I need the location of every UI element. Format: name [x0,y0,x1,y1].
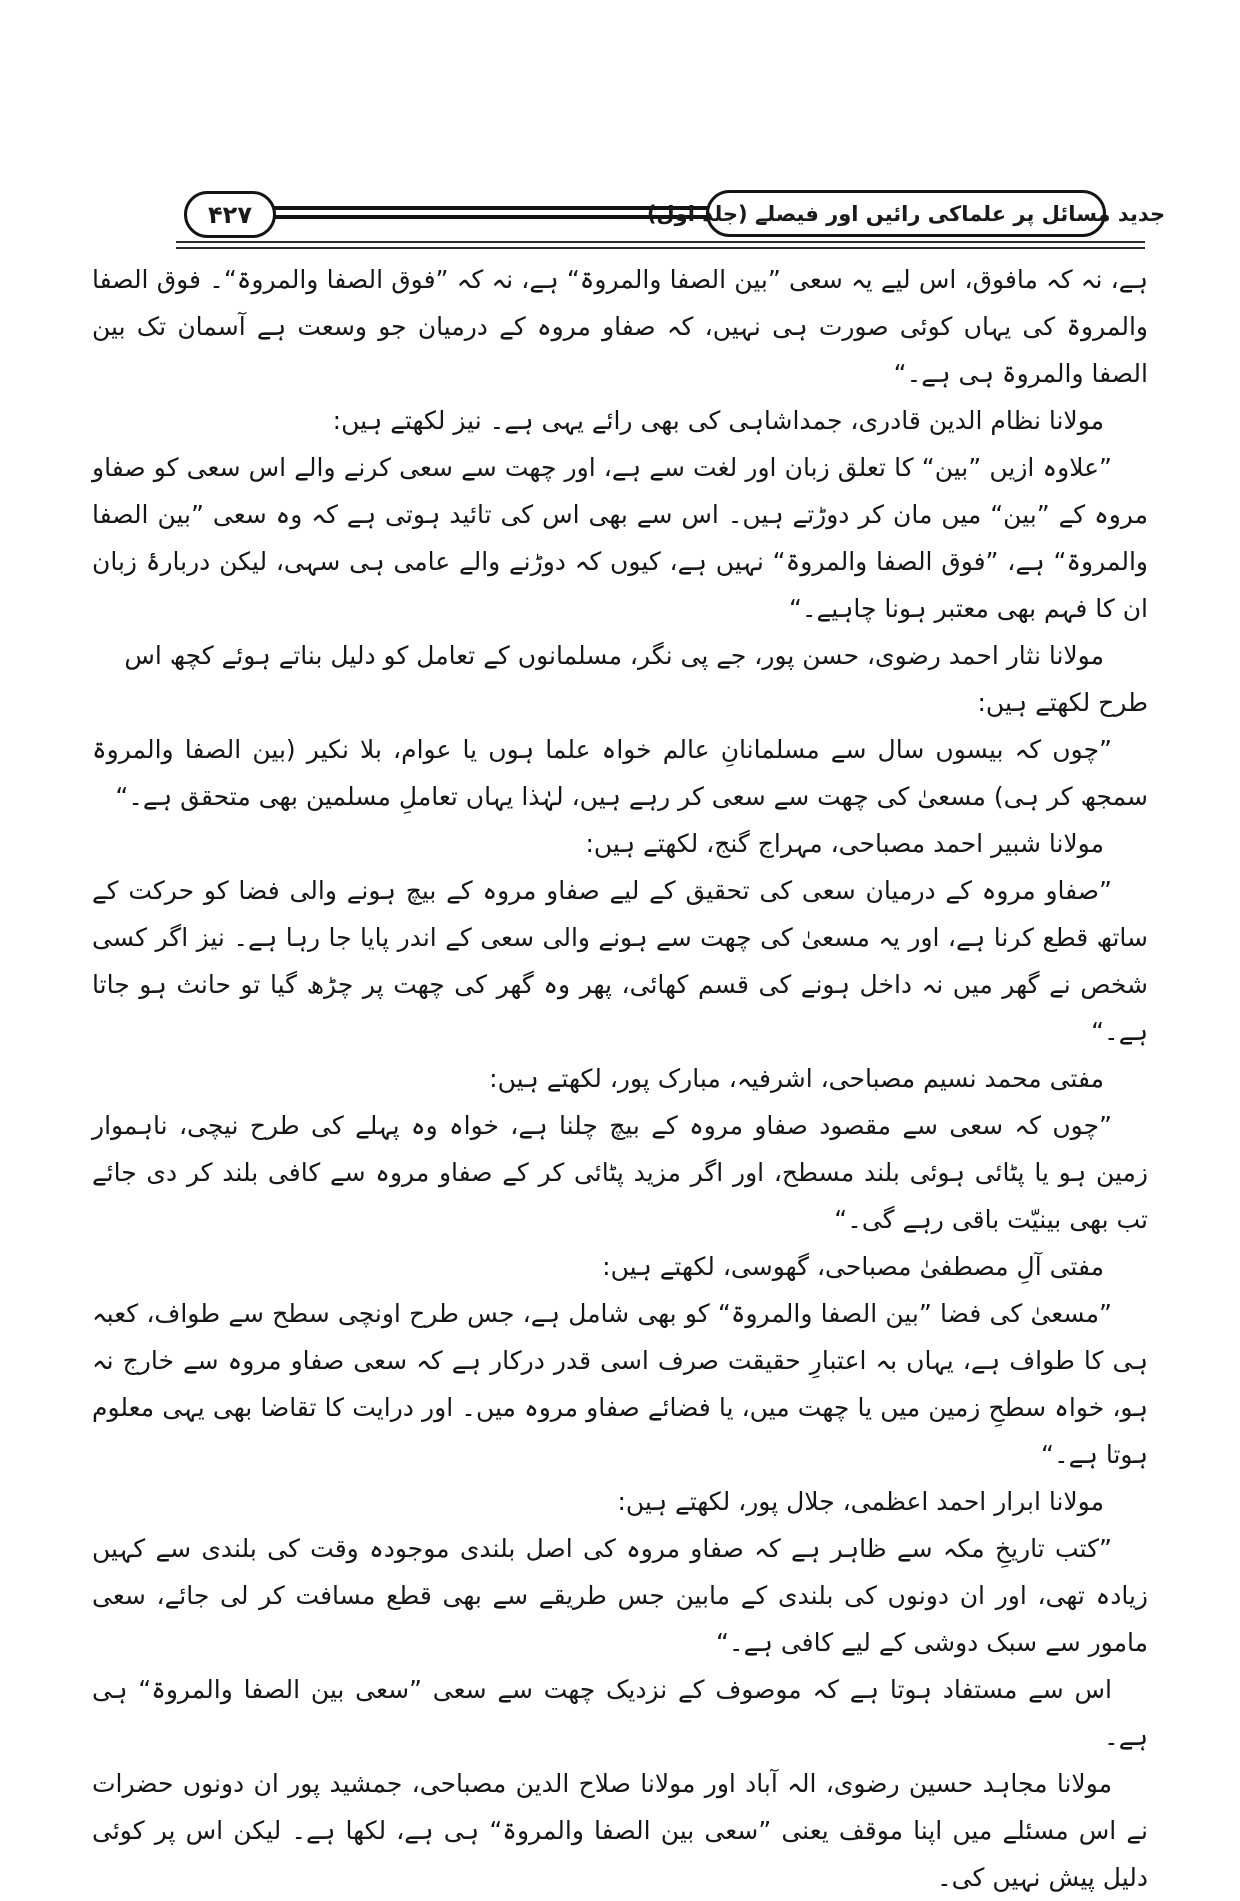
attribution-paragraph: مولانا ابرار احمد اعظمی، جلال پور، لکھتے ہیں: [617,1487,1104,1516]
book-title: جدید مسائل پر علماکی رائیں اور فیصلے (جلد اول) [646,201,1166,226]
quote-paragraph: ”چوں کہ سعی سے مقصود صفاو مروہ کے بیچ چلنا ہے، خواہ وہ پہلے کی طرح نیچی، ناہموار زمین ہو یا پٹائی ہوئی بلند مسطح، اور اگر مزید پٹائی کر کے صفاو مروہ سے کافی بلند کر دی جائے تب بھی بینیّت باقی رہے گی۔“ [92,1111,1148,1234]
quote-paragraph: ”چوں کہ بیسوں سال سے مسلمانانِ عالم خواہ علما ہوں یا عوام، بلا نکیر (بین الصفا والمروۃ سمجھ کر ہی) مسعیٰ کی چھت سے سعی کر رہے ہیں، لہٰذا یہاں تعاملِ مسلمین بھی متحقق ہے۔“ [92,735,1148,811]
page-number-badge [184,191,276,238]
attribution-paragraph: مولانا شبیر احمد مصباحی، مہراج گنج، لکھتے ہیں: [585,829,1104,858]
body-indent-paragraph: اس سے مستفاد ہوتا ہے کہ موصوف کے نزدیک چھت سے سعی ”سعی بین الصفا والمروۃ“ ہی ہے۔ [92,1675,1148,1751]
quote-paragraph: ”مسعیٰ کی فضا ”بین الصفا والمروۃ“ کو بھی شامل ہے، جس طرح اونچی سطح سے طواف، کعبہ ہی کا طواف ہے، یہاں بہ اعتبارِ حقیقت صرف اسی قدر درکار ہے کہ سعی صفاو مروہ سے خارج نہ ہو، خواہ سطحِ زمین میں یا چھت میں، یا فضائے صفاو مروہ میں۔ اور درایت کا تقاضا بھی یہی معلوم ہوتا ہے۔“ [92,1299,1148,1469]
body-text [92,256,1148,1901]
quote-paragraph: ”علاوہ ازیں ”بین“ کا تعلق زبان اور لغت سے ہے، اور چھت سے سعی کرنے والے اس سعی کو صفاو مروہ کے ”بین“ میں مان کر دوڑتے ہیں۔ اس سے بھی اس کی تائید ہوتی ہے کہ وہ سعی ”بین الصفا والمروۃ“ ہے، ”فوق الصفا والمروۃ“ نہیں ہے، کیوں کہ دوڑنے والے عامی ہی سہی، لیکن دربارۂ زبان ان کا فہم بھی معتبر ہونا چاہیے۔“ [92,453,1148,623]
quote-paragraph: ”کتب تاریخِ مکہ سے ظاہر ہے کہ صفاو مروہ کی اصل بلندی موجودہ وقت کی بلندی سے کہیں زیادہ تھی، اور ان دونوں کی بلندی کے مابین جس طریقے سے بھی قطع مسافت کر لی جائے، سعی مامور سے سبک دوشی کے لیے کافی ہے۔“ [92,1534,1148,1657]
attribution-paragraph: مفتی آلِ مصطفیٰ مصباحی، گھوسی، لکھتے ہیں: [602,1252,1104,1281]
attribution-paragraph: مولانا نثار احمد رضوی، حسن پور، جے پی نگر، مسلمانوں کے تعامل کو دلیل بناتے ہوئے کچھ اس طرح لکھتے ہیں: [124,641,1148,717]
body-paragraph: ہے، نہ کہ مافوق، اس لیے یہ سعی ”بین الصفا والمروۃ“ ہے، نہ کہ ”فوق الصفا والمروۃ“۔ فوق الصفا والمروۃ کی یہاں کوئی صورت ہی نہیں، کہ صفاو مروہ کے درمیان جو وسعت ہے آسمان تک بین الصفا والمروۃ ہی ہے۔“ [92,265,1148,388]
body-indent-paragraph: مولانا مجاہد حسین رضوی، الہ آباد اور مولانا صلاح الدین مصباحی، جمشید پور ان دونوں حضرات نے اس مسئلے میں اپنا موقف یعنی ”سعی بین الصفا والمروۃ“ ہی ہے، لکھا ہے۔ لیکن اس پر کوئی دلیل پیش نہیں کی۔ [92,1769,1148,1892]
quote-paragraph: ”صفاو مروہ کے درمیان سعی کی تحقیق کے لیے صفاو مروہ کے بیچ ہونے والی فضا کو حرکت کے ساتھ قطع کرنا ہے، اور یہ مسعیٰ کی چھت سے ہونے والی سعی کے اندر پایا جا رہا ہے۔ نیز اگر کسی شخص نے گھر میں نہ داخل ہونے کی قسم کھائی، پھر وہ گھر کی چھت پر چڑھ گیا تو حانث ہو جاتا ہے۔“ [92,876,1148,1046]
page-number: ۴۲۷ [208,200,252,229]
attribution-paragraph: مولانا نظام الدین قادری، جمداشاہی کی بھی رائے یہی ہے۔ نیز لکھتے ہیں: [332,406,1104,435]
attribution-paragraph: مفتی محمد نسیم مصباحی، اشرفیہ، مبارک پور، لکھتے ہیں: [489,1064,1104,1093]
header-underline-rule [176,241,1145,249]
book-title-box [646,190,1166,237]
